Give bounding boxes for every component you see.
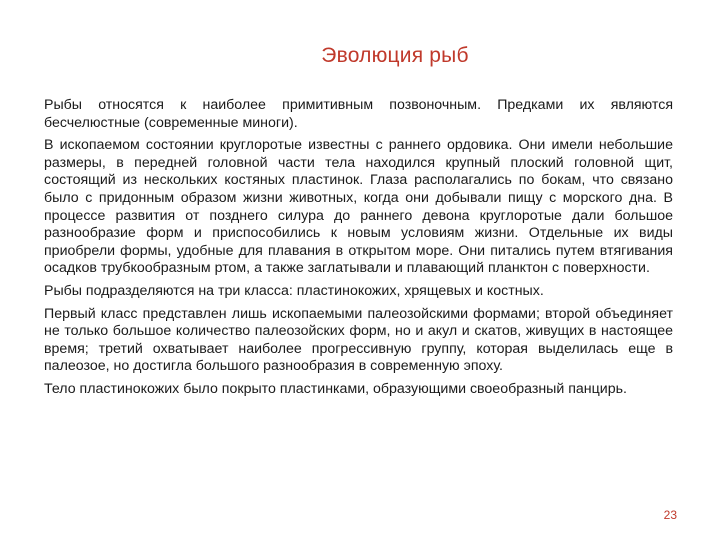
paragraph-class-details: Первый класс представлен лишь ископаемыми палеозойскими формами; второй объединяет не только большое количество палеозойских форм, но и акул и скатов, живущих в настоящее время; третий охватывает наиболее прогрессивную группу, которая выделилась еще в палеозое, но достигла большого разнообразия в современную эпоху. bbox=[44, 305, 673, 375]
paragraph-placoderms: Тело пластинокожих было покрыто пластинками, образующими своеобразный панцирь. bbox=[44, 380, 627, 397]
page-number: 23 bbox=[663, 508, 677, 522]
paragraph-classes: Рыбы подразделяются на три класса: пластинокожих, хрящевых и костных. bbox=[44, 282, 544, 299]
slide-title: Эволюция рыб bbox=[321, 44, 469, 67]
slide-body bbox=[44, 97, 673, 404]
paragraph-ancestors: Рыбы относятся к наиболее примитивным позвоночным. Предками их являются бесчелюстные (современные миноги). bbox=[44, 97, 673, 131]
paragraph-cyclostomes: В ископаемом состоянии круглоротые известны с раннего ордовика. Они имели небольшие размеры, в передней головной части тела находился крупный плоский головной щит, состоящий из нескольких костяных пластинок. Глаза располагались по бокам, что связано было с придонным образом жизни животных, когда они добывали пищу с морского дна. В процессе развития от позднего силура до раннего девона круглоротые дали большое разнообразие форм и приспособились к новым условиям жизни. Отдельные их виды приобрели формы, удобные для плавания в открытом море. Они питались путем втягивания осадков трубкообразным ртом, а также заглатывали и плавающий планктон с поверхности. bbox=[44, 137, 673, 277]
